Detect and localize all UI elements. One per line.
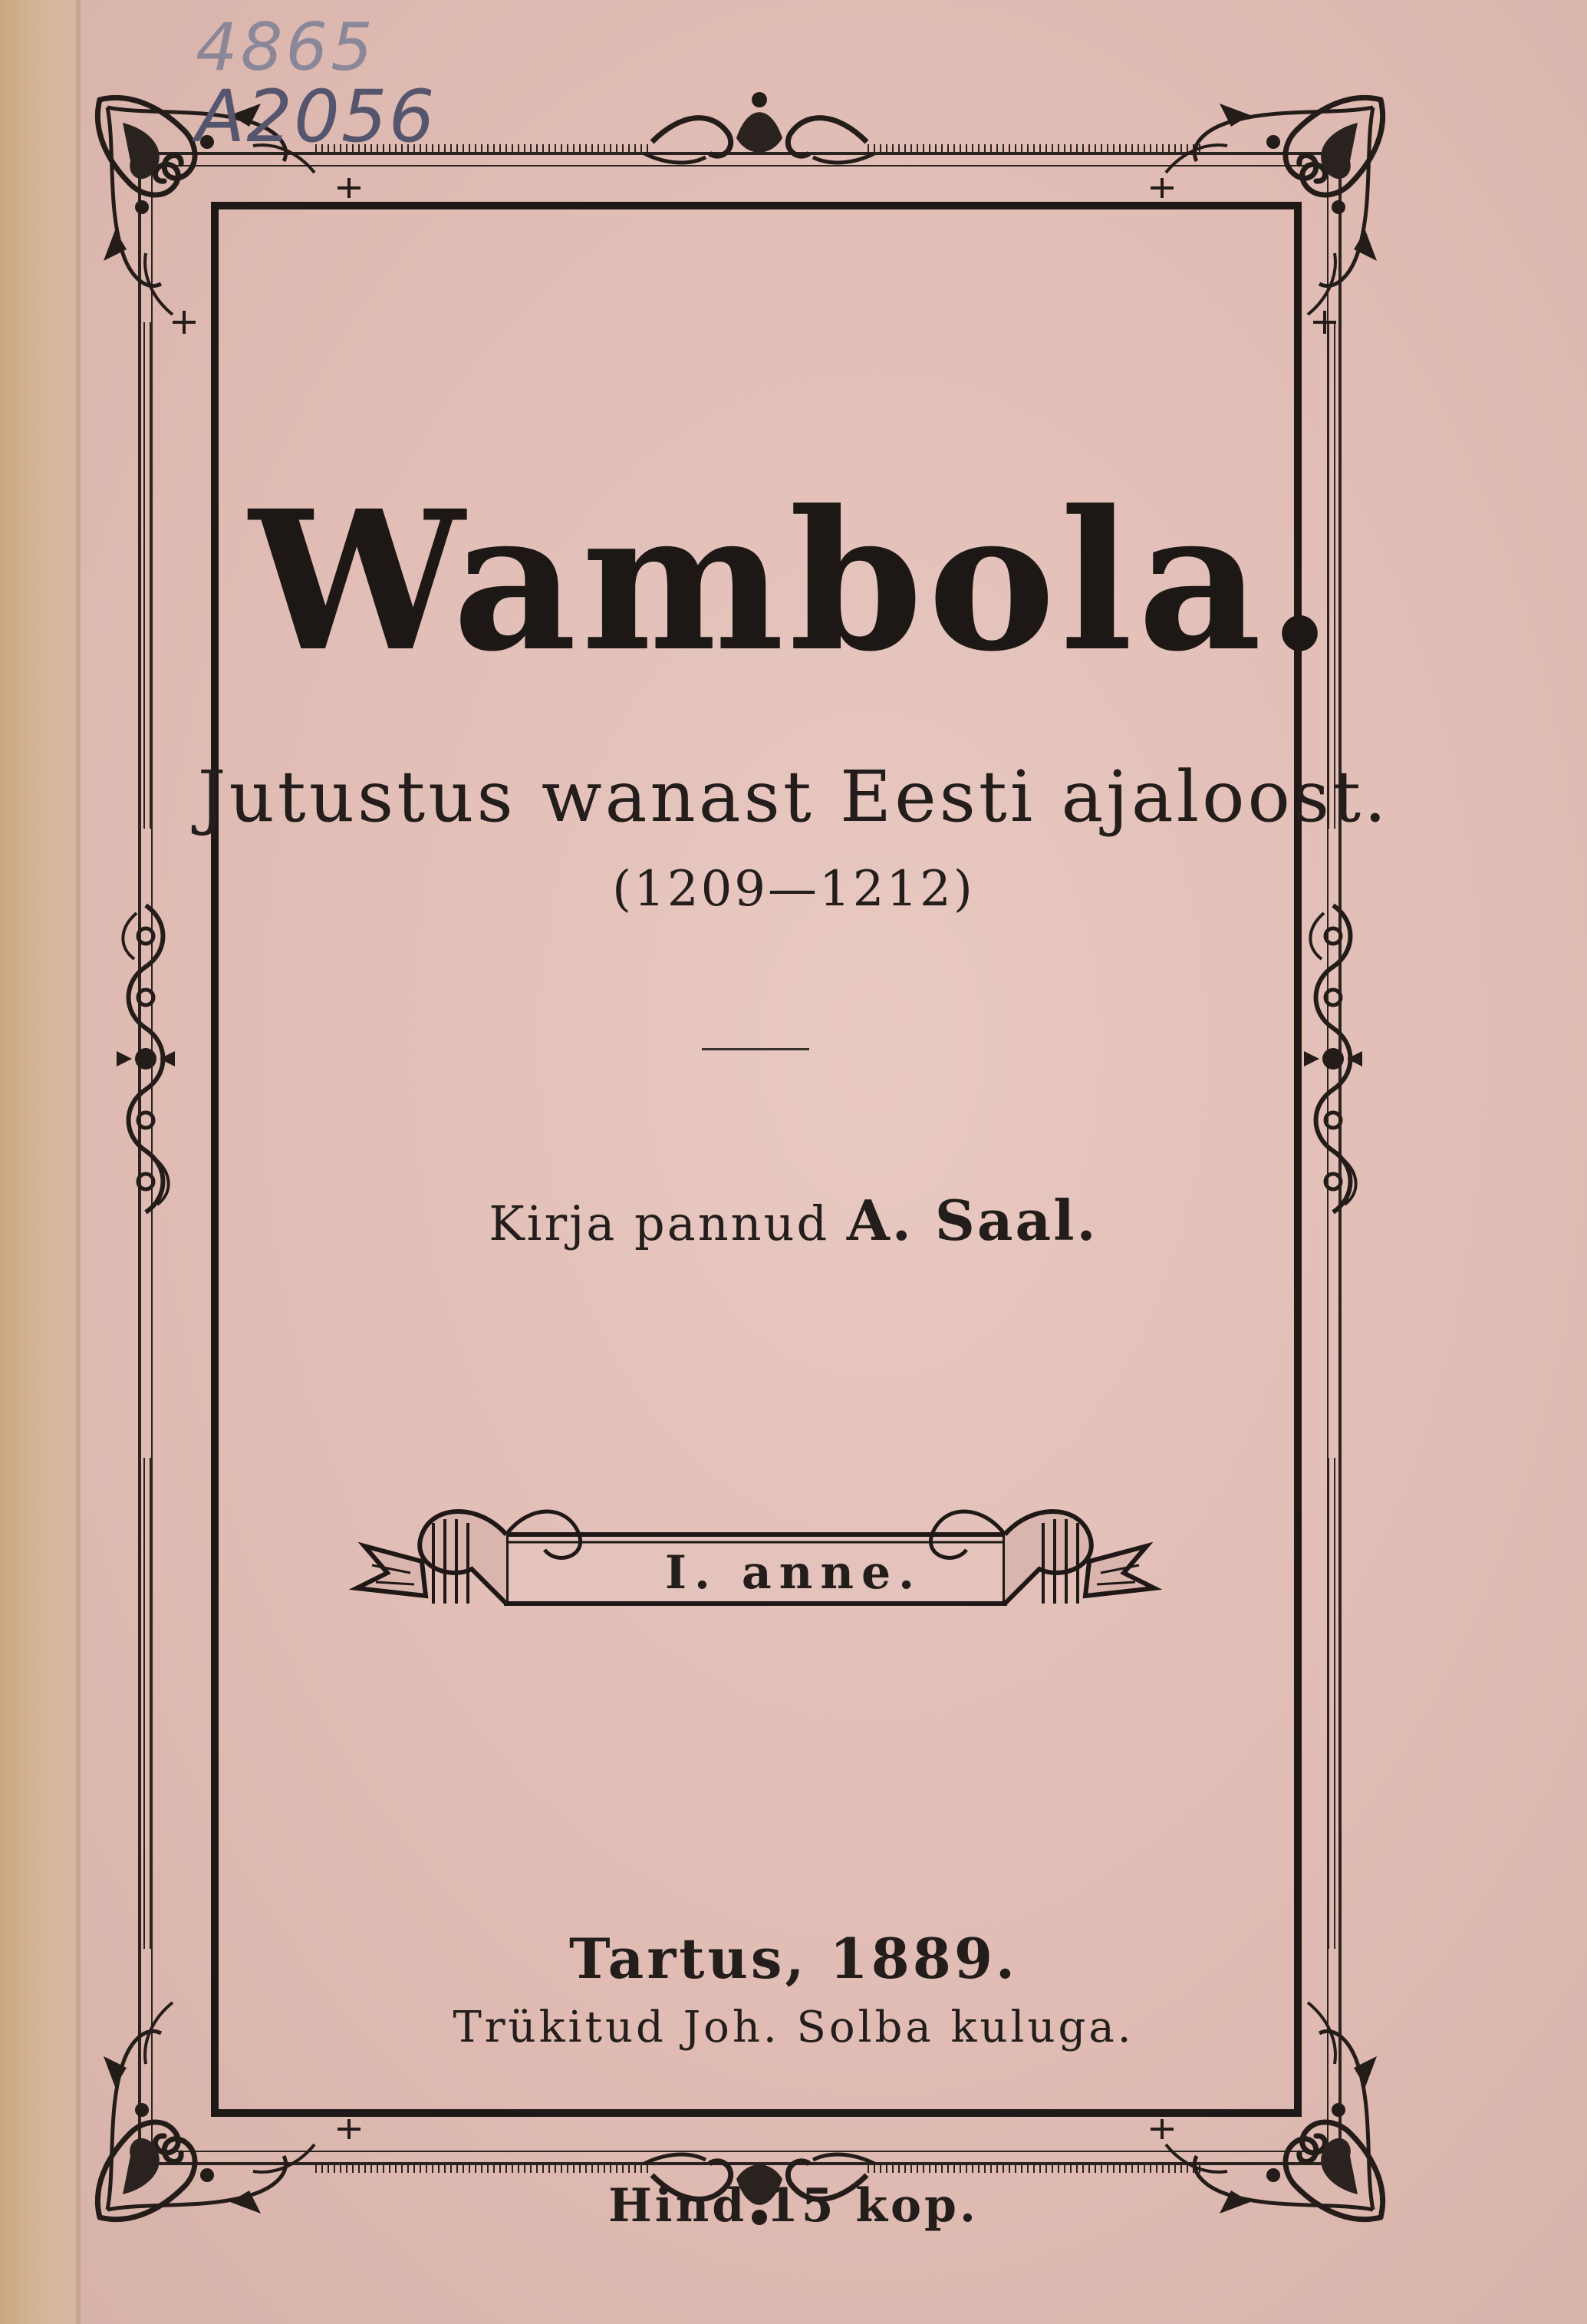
catalog-number-pencil: 4865: [196, 9, 376, 86]
price-label: Hind 15 kop.: [608, 2179, 979, 2233]
book-subtitle: Jutustus wanast Eesti ajaloost.: [197, 756, 1390, 838]
place-and-year: Tartus, 1889.: [568, 1926, 1018, 1991]
divider-rule: [702, 1048, 809, 1050]
side-scroll-icon: [117, 905, 175, 1212]
printer-line: Trükitud Joh. Solba kuluga.: [453, 2003, 1134, 2052]
author-line: [0, 1188, 1587, 1253]
part-label: I. anne.: [664, 1546, 923, 1600]
author-name: A. Saal.: [846, 1188, 1098, 1253]
side-scroll-icon: [1304, 905, 1362, 1212]
catalog-shelfmark-pencil: A2056: [196, 75, 436, 159]
author-prefix: Kirja pannud: [489, 1195, 830, 1251]
book-title: Wambola.: [249, 468, 1338, 694]
years-range: (1209—1212): [612, 861, 975, 918]
